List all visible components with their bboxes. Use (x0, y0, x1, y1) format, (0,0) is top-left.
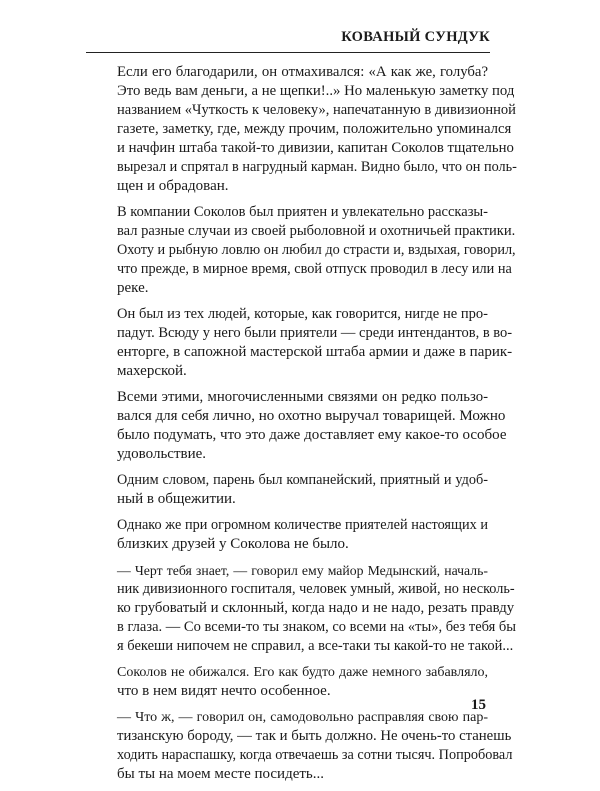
text-line: вал разные случаи из своей рыболовной и охотничьей практики. (117, 223, 516, 239)
paragraph (88, 663, 488, 701)
text-line: тизанскую бороду, — так и быть должно. Не очень-то станешь (117, 728, 512, 744)
paragraph (88, 516, 488, 554)
text-line: ный в общежитии. (117, 491, 236, 507)
text-line: падут. Всюду у него были приятели — среди интендантов, в во- (117, 325, 513, 341)
text-line: Он был из тех людей, которые, как говорится, нигде не про- (117, 306, 488, 322)
text-line: реке. (117, 280, 149, 296)
page-header (86, 22, 490, 53)
paragraph (88, 561, 517, 656)
text-line: газете, заметку, где, между прочим, положительно упоминался (117, 121, 512, 137)
text-line: В компании Соколов был приятен и увлекательно рассказы- (117, 204, 488, 220)
text-line: Однако же при огромном количестве приятелей настоящих и (117, 517, 488, 533)
text-line: Одним словом, парень был компанейский, приятный и удоб- (117, 472, 488, 488)
text-line: было подумать, что это даже доставляет ему какое-то особое (117, 427, 507, 443)
paragraph (88, 63, 517, 196)
text-line: Всеми этими, многочисленными связями он редко пользо- (117, 389, 488, 405)
text-line: махерской. (117, 363, 187, 379)
paragraph (88, 708, 513, 784)
text-line: и начфин штаба такой-то дивизии, капитан Соколов тщательно (117, 140, 514, 156)
text-line: Это ведь вам деньги, а не щепки!..» Но маленькую заметку под (117, 83, 515, 99)
text-line: я бекеши нипочем не справил, а все-таки ты какой-то не такой... (117, 638, 514, 654)
text-line: щен и обрадован. (117, 178, 229, 194)
text-line: что прежде, в мирное время, свой отпуск проводил в лесу или на (117, 261, 512, 277)
text-line: енторге, в сапожной мастерской штаба армии и даже в парик- (117, 344, 513, 360)
body-text (88, 63, 517, 791)
paragraph (88, 305, 513, 381)
text-line: ник дивизионного госпиталя, человек умный, живой, но несколь- (117, 581, 515, 597)
running-title: КОВАНЫЙ СУНДУК (341, 29, 490, 45)
text-line: бы ты на моем месте посидеть... (117, 766, 325, 782)
paragraph (88, 471, 488, 509)
text-line: — Черт тебя знает, — говорил ему майор Медынский, началь- (117, 563, 488, 578)
paragraph (88, 203, 516, 298)
text-line: — Что ж, — говорил он, самодовольно расправляя свою пар- (117, 710, 488, 725)
text-line: Охоту и рыбную ловлю он любил до страсти и, вздыхая, говорил, (117, 242, 516, 258)
text-line: Если его благодарили, он отмахивался: «А как же, голуба? (117, 64, 488, 80)
text-line: названием «Чуткость к человеку», напечатанную в дивизионной (117, 102, 516, 118)
text-line: близких друзей у Соколова не было. (117, 536, 349, 552)
text-line: ко грубоватый и склонный, когда надо и не надо, резать правду (117, 600, 515, 616)
text-line: удовольствие. (117, 446, 207, 462)
text-line: в глаза. — Со всеми-то ты знаком, со всеми на «ты», без тебя бы (117, 619, 517, 635)
text-line: Соколов не обижался. Его как будто даже немного забавляло, (117, 665, 488, 680)
text-line: что в нем видят нечто особенное. (117, 683, 331, 699)
text-line: ходить нараспашку, когда отвечаешь за сотни тысяч. Попробовал (117, 747, 513, 763)
page-number: 15 (471, 697, 486, 713)
text-line: вырезал и спрятал в нагрудный карман. Видно было, что он поль- (117, 159, 517, 175)
paragraph (88, 388, 507, 464)
text-line: вался для себя лично, но охотно выручал товарищей. Можно (117, 408, 506, 424)
